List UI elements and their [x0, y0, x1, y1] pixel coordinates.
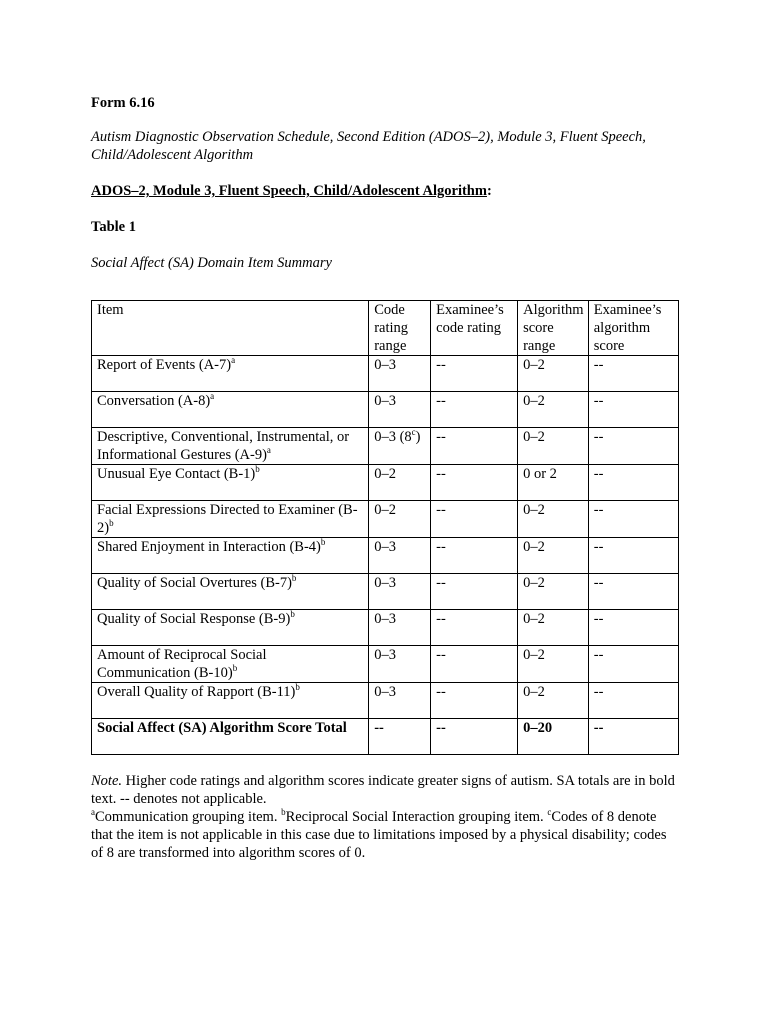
exam-alg-cell — [588, 465, 678, 501]
code-range-cell — [369, 538, 431, 574]
exam-alg-cell — [588, 683, 678, 719]
code-range-cell-text: 0–3 — [374, 357, 396, 373]
exam-alg-cell — [588, 574, 678, 610]
alg-range-cell — [518, 683, 589, 719]
exam-code-cell — [431, 574, 518, 610]
exam-alg-cell — [588, 428, 678, 465]
item-cell — [92, 501, 369, 538]
alg-range-cell — [518, 428, 589, 465]
form-title: Form 6.16 — [91, 95, 155, 111]
table-header-row — [92, 301, 679, 356]
exam-alg-cell-text: -- — [593, 575, 604, 591]
code-range-cell-text: 0–3 — [374, 647, 396, 663]
item-cell — [92, 646, 369, 683]
total-exam-alg-cell-text: -- — [593, 720, 604, 736]
code-range-cell-text: 0–3 — [374, 539, 396, 555]
item-cell-footnote-marker: b — [290, 609, 295, 620]
code-range-cell — [369, 646, 431, 683]
exam-alg-cell — [588, 392, 678, 428]
item-cell-text: Descriptive, Conventional, Instrumental, or Informational Gestures (A-9) — [97, 429, 350, 463]
header-code-rating-range: Code rating range — [369, 301, 431, 356]
exam-alg-cell-text: -- — [593, 611, 604, 627]
footnote-b-marker: b — [281, 807, 286, 818]
exam-alg-cell — [588, 538, 678, 574]
code-range-cell — [369, 610, 431, 646]
total-exam-alg-cell — [588, 719, 678, 755]
alg-range-cell-text: 0–2 — [523, 429, 545, 445]
footnote-b-text: Reciprocal Social Interaction grouping item. — [285, 809, 548, 825]
item-cell-footnote-marker: a — [210, 391, 215, 402]
exam-code-cell-text: -- — [436, 539, 446, 555]
code-range-cell-text: 0–3 — [374, 393, 396, 409]
exam-code-cell-text: -- — [436, 647, 446, 663]
section-heading-colon: : — [486, 183, 492, 199]
table-caption: Social Affect (SA) Domain Item Summary — [91, 255, 332, 271]
header-examinee-code-rating: Examinee’s code rating — [431, 301, 518, 356]
table-row — [92, 610, 679, 646]
exam-alg-cell — [588, 356, 678, 392]
item-cell — [92, 683, 369, 719]
item-cell-footnote-marker: b — [291, 573, 297, 584]
total-code-range-cell-text: -- — [374, 720, 384, 736]
alg-range-cell-text: 0–2 — [523, 357, 545, 373]
alg-range-cell — [518, 465, 589, 501]
total-code-range-cell — [369, 719, 431, 755]
exam-code-cell-text: -- — [436, 684, 446, 700]
alg-range-cell-text: 0–2 — [523, 684, 545, 700]
table-note — [91, 772, 679, 862]
item-cell — [92, 428, 369, 465]
table-row — [92, 501, 679, 538]
exam-code-cell — [431, 356, 518, 392]
exam-alg-cell-text: -- — [593, 684, 604, 700]
item-cell-footnote-marker: b — [320, 537, 326, 548]
form-subtitle: Autism Diagnostic Observation Schedule, Second Edition (ADOS–2), Module 3, Fluent Speech, Child/Adolescent Algorithm — [91, 129, 646, 163]
code-range-cell — [369, 574, 431, 610]
item-cell-footnote-marker: b — [109, 518, 114, 529]
alg-range-cell-text: 0–2 — [523, 539, 545, 555]
exam-alg-cell — [588, 646, 678, 683]
item-cell-text: Shared Enjoyment in Interaction (B-4) — [97, 539, 321, 555]
item-cell-text: Quality of Social Response (B-9) — [97, 611, 291, 627]
code-range-cell — [369, 428, 431, 465]
footnotes-paragraph — [91, 808, 679, 862]
item-cell-text: Conversation (A-8) — [97, 393, 211, 409]
exam-alg-cell — [588, 501, 678, 538]
alg-range-cell — [518, 646, 589, 683]
code-range-cell-suffix: ) — [415, 429, 421, 445]
exam-code-cell — [431, 465, 518, 501]
exam-alg-cell-text: -- — [593, 357, 604, 373]
exam-code-cell — [431, 683, 518, 719]
alg-range-cell — [518, 501, 589, 538]
item-cell-text: Unusual Eye Contact (B-1) — [97, 466, 256, 482]
exam-code-cell-text: -- — [436, 611, 446, 627]
section-heading-text: ADOS–2, Module 3, Fluent Speech, Child/Adolescent Algorithm — [91, 183, 487, 199]
table-total-row — [92, 719, 679, 755]
code-range-cell-footnote-marker: c — [411, 427, 416, 438]
table-row — [92, 574, 679, 610]
item-cell-footnote-marker: a — [266, 445, 271, 456]
item-cell — [92, 465, 369, 501]
alg-range-cell-text: 0–2 — [523, 575, 545, 591]
exam-code-cell-text: -- — [436, 466, 446, 482]
exam-code-cell-text: -- — [436, 575, 446, 591]
code-range-cell — [369, 465, 431, 501]
note-label: Note. — [91, 773, 123, 789]
alg-range-cell-text: 0–2 — [523, 611, 545, 627]
exam-code-cell-text: -- — [436, 429, 446, 445]
exam-code-cell-text: -- — [436, 393, 446, 409]
table-row — [92, 465, 679, 501]
header-algorithm-score-range: Algorithm score range — [518, 301, 589, 356]
alg-range-cell-text: 0–2 — [523, 647, 545, 663]
code-range-cell-text: 0–2 — [374, 502, 396, 518]
exam-alg-cell — [588, 610, 678, 646]
exam-alg-cell-text: -- — [593, 393, 604, 409]
item-cell-text: Amount of Reciprocal Social Communication (B-10) — [97, 647, 267, 681]
alg-range-cell-text: 0–2 — [523, 502, 545, 518]
alg-range-cell — [518, 610, 589, 646]
total-exam-code-cell — [431, 719, 518, 755]
exam-code-cell — [431, 646, 518, 683]
item-cell-text: Report of Events (A-7) — [97, 357, 232, 373]
footnote-a-text: Communication grouping item. — [95, 809, 282, 825]
exam-alg-cell-text: -- — [593, 466, 604, 482]
total-item-cell-text: Social Affect (SA) Algorithm Score Total — [97, 720, 347, 736]
code-range-cell-text: 0–3 — [374, 611, 396, 627]
table-row — [92, 428, 679, 465]
exam-code-cell — [431, 501, 518, 538]
item-cell-footnote-marker: b — [295, 682, 300, 693]
table-row — [92, 356, 679, 392]
exam-alg-cell-text: -- — [593, 429, 604, 445]
exam-alg-cell-text: -- — [593, 647, 604, 663]
footnote-c-marker: c — [547, 807, 552, 818]
item-cell-text: Facial Expressions Directed to Examiner (B-2) — [97, 502, 358, 536]
table-row — [92, 683, 679, 719]
alg-range-cell — [518, 356, 589, 392]
item-cell-footnote-marker: b — [232, 663, 238, 674]
item-cell-footnote-marker: b — [255, 464, 260, 475]
alg-range-cell — [518, 574, 589, 610]
item-cell-footnote-marker: a — [231, 355, 236, 366]
code-range-cell — [369, 356, 431, 392]
alg-range-cell-text: 0–2 — [523, 393, 545, 409]
alg-range-cell — [518, 538, 589, 574]
note-paragraph — [91, 772, 679, 808]
item-cell — [92, 574, 369, 610]
table-row — [92, 646, 679, 683]
exam-code-cell-text: -- — [436, 502, 446, 518]
code-range-cell-text: 0–3 (8 — [374, 429, 412, 445]
item-cell — [92, 392, 369, 428]
code-range-cell — [369, 392, 431, 428]
code-range-cell — [369, 501, 431, 538]
note-text: Higher code ratings and algorithm scores indicate greater signs of autism. SA totals are in bold text. -- denotes not applicable. — [91, 773, 675, 807]
header-item: Item — [92, 301, 369, 356]
alg-range-cell-text: 0 or 2 — [523, 466, 557, 482]
alg-range-cell — [518, 392, 589, 428]
item-cell — [92, 356, 369, 392]
total-item-cell — [92, 719, 369, 755]
item-cell — [92, 538, 369, 574]
total-alg-range-cell-text: 0–20 — [523, 720, 553, 736]
exam-code-cell — [431, 392, 518, 428]
table-row — [92, 538, 679, 574]
sa-domain-table — [91, 300, 679, 755]
item-cell-text: Overall Quality of Rapport (B-11) — [97, 684, 296, 700]
footnote-c-text: Codes of 8 denote that the item is not applicable in this case due to limitations imposed by a physical disability; codes of 8 are transformed into algorithm scores of 0. — [91, 809, 667, 861]
item-cell — [92, 610, 369, 646]
table-row — [92, 392, 679, 428]
table-label: Table 1 — [91, 219, 136, 235]
code-range-cell-text: 0–3 — [374, 575, 396, 591]
exam-code-cell-text: -- — [436, 357, 446, 373]
total-alg-range-cell — [518, 719, 589, 755]
exam-alg-cell-text: -- — [593, 502, 604, 518]
code-range-cell — [369, 683, 431, 719]
total-exam-code-cell-text: -- — [436, 720, 446, 736]
code-range-cell-text: 0–2 — [374, 466, 396, 482]
exam-alg-cell-text: -- — [593, 539, 604, 555]
header-examinee-algorithm-score: Examinee’s algorithm score — [588, 301, 678, 356]
item-cell-text: Quality of Social Overtures (B-7) — [97, 575, 292, 591]
footnote-a-marker: a — [91, 807, 95, 818]
exam-code-cell — [431, 610, 518, 646]
document-page — [91, 94, 679, 861]
exam-code-cell — [431, 538, 518, 574]
section-heading — [91, 182, 679, 200]
code-range-cell-text: 0–3 — [374, 684, 396, 700]
exam-code-cell — [431, 428, 518, 465]
